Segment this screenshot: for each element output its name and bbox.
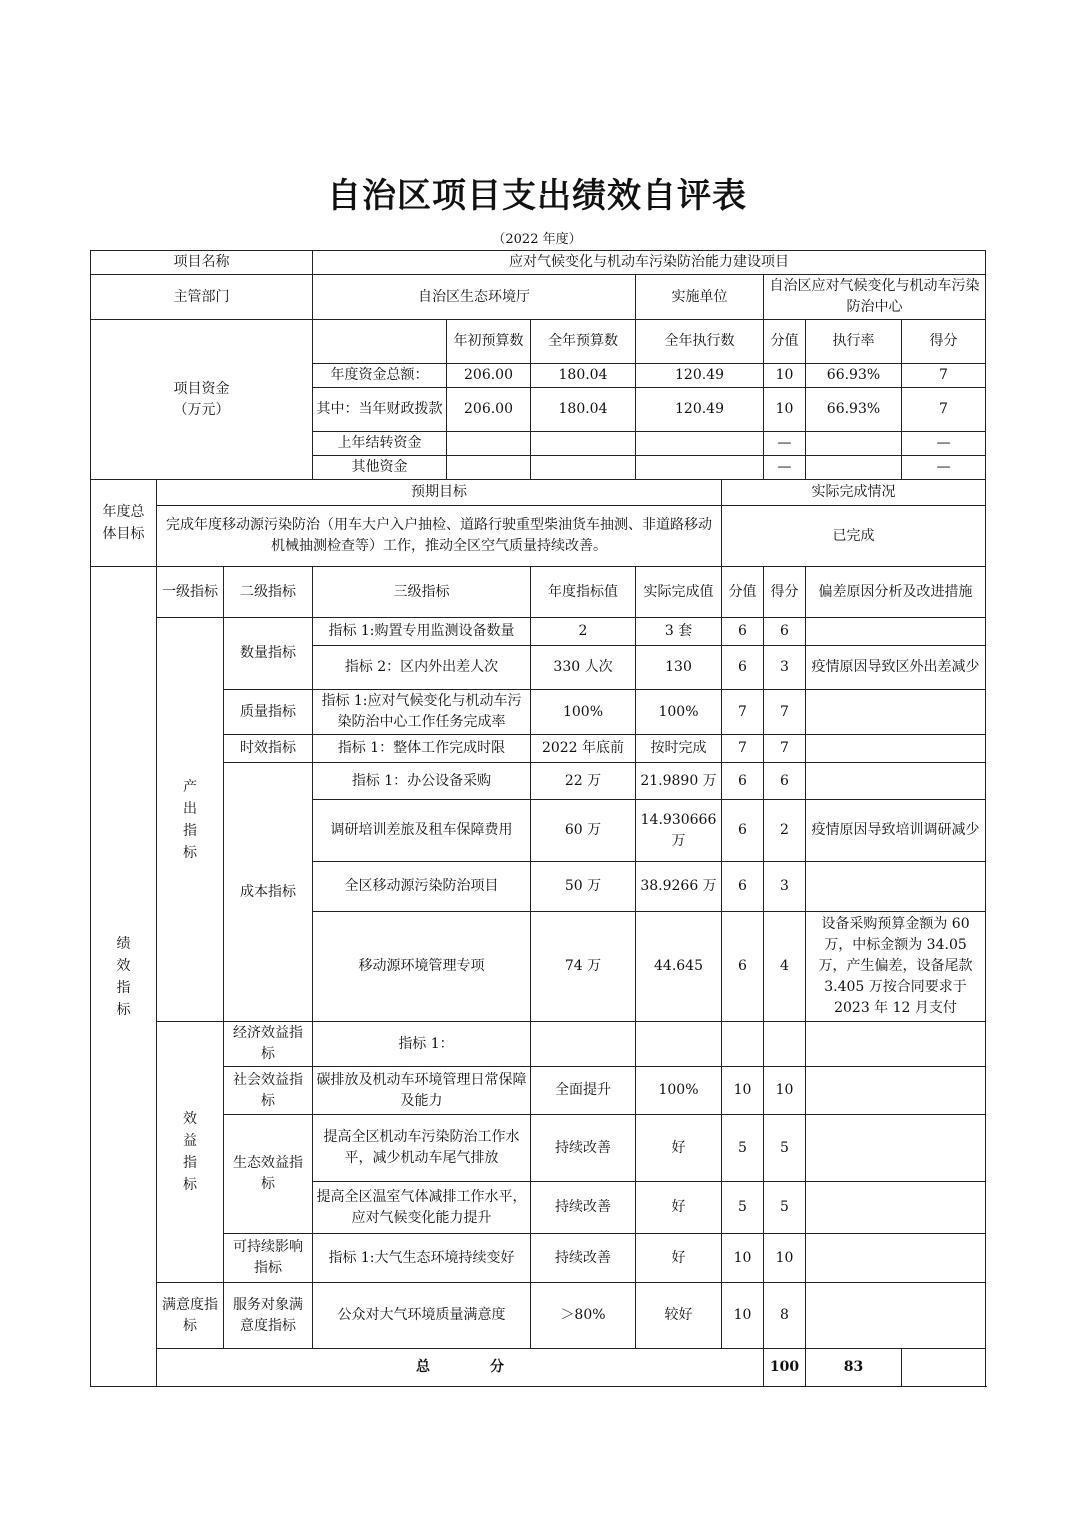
- funds-header-weight: 分值: [764, 320, 806, 364]
- annual-goal-label: 年度总体目标: [91, 480, 157, 567]
- total-label: 总 分: [157, 1349, 764, 1387]
- indicator-row: 满意度指标 服务对象满意度指标 公众对大气环境质量满意度 ＞80% 较好 10 8: [91, 1283, 986, 1349]
- service-satisfaction-label: 服务对象满意度指标: [224, 1283, 313, 1349]
- funds-header-annual: 全年预算数: [531, 320, 636, 364]
- quality-indicator-label: 质量指标: [224, 690, 313, 735]
- total-score: 83: [806, 1349, 902, 1387]
- sustainability-indicator-label: 可持续影响指标: [224, 1234, 313, 1283]
- funds-header-executed: 全年执行数: [636, 320, 764, 364]
- header-target: 年度指标值: [531, 567, 636, 618]
- total-row: [91, 1349, 986, 1387]
- actual-completion-text: 已完成: [722, 506, 986, 567]
- header-actual: 实际完成值: [636, 567, 722, 618]
- indicator-row: 效益指标 经济效益指标 指标 1：: [91, 1022, 986, 1067]
- header-deviation: 偏差原因分析及改进措施: [806, 567, 986, 618]
- project-name-value: 应对气候变化与机动车污染防治能力建设项目: [313, 251, 986, 275]
- project-name-label: 项目名称: [91, 251, 313, 275]
- total-note: [902, 1349, 986, 1387]
- funds-row: 其中：当年财政拨款 206.00 180.04 120.49 10 66.93% 7: [91, 388, 986, 432]
- department-row: [91, 275, 986, 320]
- indicator-row: 移动源环境管理专项 74 万 44.645 6 4 设备采购预算金额为 60 万，中标金额为 34.05 万，产生偏差，设备尾款 3.405 万按合同要求于 2023 年 12 月支付: [91, 912, 986, 1022]
- goal-content-row: [91, 506, 986, 567]
- funds-header-initial: 年初预算数: [447, 320, 531, 364]
- funds-header-row: [91, 320, 986, 364]
- indicator-row: 指标 2：区内外出差人次 330 人次 130 6 3 疫情原因导致区外出差减少: [91, 646, 986, 690]
- performance-table: [90, 250, 986, 1387]
- implementing-unit-value: 自治区应对气候变化与机动车污染防治中心: [764, 275, 986, 320]
- social-indicator-label: 社会效益指标: [224, 1067, 313, 1115]
- indicator-row: 质量指标 指标 1:应对气候变化与机动车污染防治中心工作任务完成率 100% 100% 7 7: [91, 690, 986, 735]
- indicator-row: 产出指标 数量指标 指标 1:购置专用监测设备数量 2 3 套 6 6: [91, 618, 986, 646]
- header-level1: 一级指标: [157, 567, 224, 618]
- ecological-indicator-label: 生态效益指标: [224, 1115, 313, 1234]
- indicator-row: 提高全区温室气体减排工作水平，应对气候变化能力提升 持续改善 好 5 5: [91, 1182, 986, 1234]
- funds-label: 项目资金 （万元）: [91, 320, 313, 480]
- funds-header-score: 得分: [902, 320, 986, 364]
- funds-row: 其他资金 — —: [91, 456, 986, 480]
- economic-indicator-label: 经济效益指标: [224, 1022, 313, 1067]
- indicator-row: 社会效益指标 碳排放及机动车环境管理日常保障及能力 全面提升 100% 10 10: [91, 1067, 986, 1115]
- indicator-row: 可持续影响指标 指标 1:大气生态环境持续变好 持续改善 好 10 10: [91, 1234, 986, 1283]
- time-indicator-label: 时效指标: [224, 735, 313, 763]
- header-level3: 三级指标: [313, 567, 531, 618]
- output-indicator-label: 产出指标: [157, 618, 224, 1022]
- page-title: 自治区项目支出绩效自评表: [327, 176, 747, 216]
- expected-goal-text: 完成年度移动源污染防治（用车大户入户抽检、道路行驶重型柴油货车抽测、非道路移动机械抽测检查等）工作，推动全区空气质量持续改善。: [157, 506, 722, 567]
- expected-goal-label: 预期目标: [157, 480, 722, 506]
- header-weight: 分值: [722, 567, 764, 618]
- total-weight: 100: [764, 1349, 806, 1387]
- header-level2: 二级指标: [224, 567, 313, 618]
- project-name-row: [91, 251, 986, 275]
- goal-header-row: [91, 480, 986, 506]
- indicator-row: 成本指标 指标 1：办公设备采购 22 万 21.9890 万 6 6: [91, 763, 986, 800]
- indicators-label: 绩效指标: [91, 567, 157, 1387]
- funds-row: 上年结转资金 — —: [91, 432, 986, 456]
- funds-row: 年度资金总额： 206.00 180.04 120.49 10 66.93% 7: [91, 364, 986, 388]
- header-score: 得分: [764, 567, 806, 618]
- implementing-unit-label: 实施单位: [636, 275, 764, 320]
- indicator-header-row: [91, 567, 986, 618]
- indicator-row: 时效指标 指标 1：整体工作完成时限 2022 年底前 按时完成 7 7: [91, 735, 986, 763]
- department-value: 自治区生态环境厅: [313, 275, 636, 320]
- quantity-indicator-label: 数量指标: [224, 618, 313, 690]
- indicator-row: 全区移动源污染防治项目 50 万 38.9266 万 6 3: [91, 862, 986, 912]
- funds-header-empty: [313, 320, 447, 364]
- department-label: 主管部门: [91, 275, 313, 320]
- report-year: （2022 年度）: [492, 232, 582, 247]
- benefit-indicator-label: 效益指标: [157, 1022, 224, 1283]
- satisfaction-indicator-label: 满意度指标: [157, 1283, 224, 1349]
- actual-completion-label: 实际完成情况: [722, 480, 986, 506]
- indicator-row: 生态效益指标 提高全区机动车污染防治工作水平，减少机动车尾气排放 持续改善 好 5 5: [91, 1115, 986, 1182]
- indicator-row: 调研培训差旅及租车保障费用 60 万 14.930666 万 6 2 疫情原因导致培训调研减少: [91, 800, 986, 862]
- cost-indicator-label: 成本指标: [224, 763, 313, 1022]
- funds-header-rate: 执行率: [806, 320, 902, 364]
